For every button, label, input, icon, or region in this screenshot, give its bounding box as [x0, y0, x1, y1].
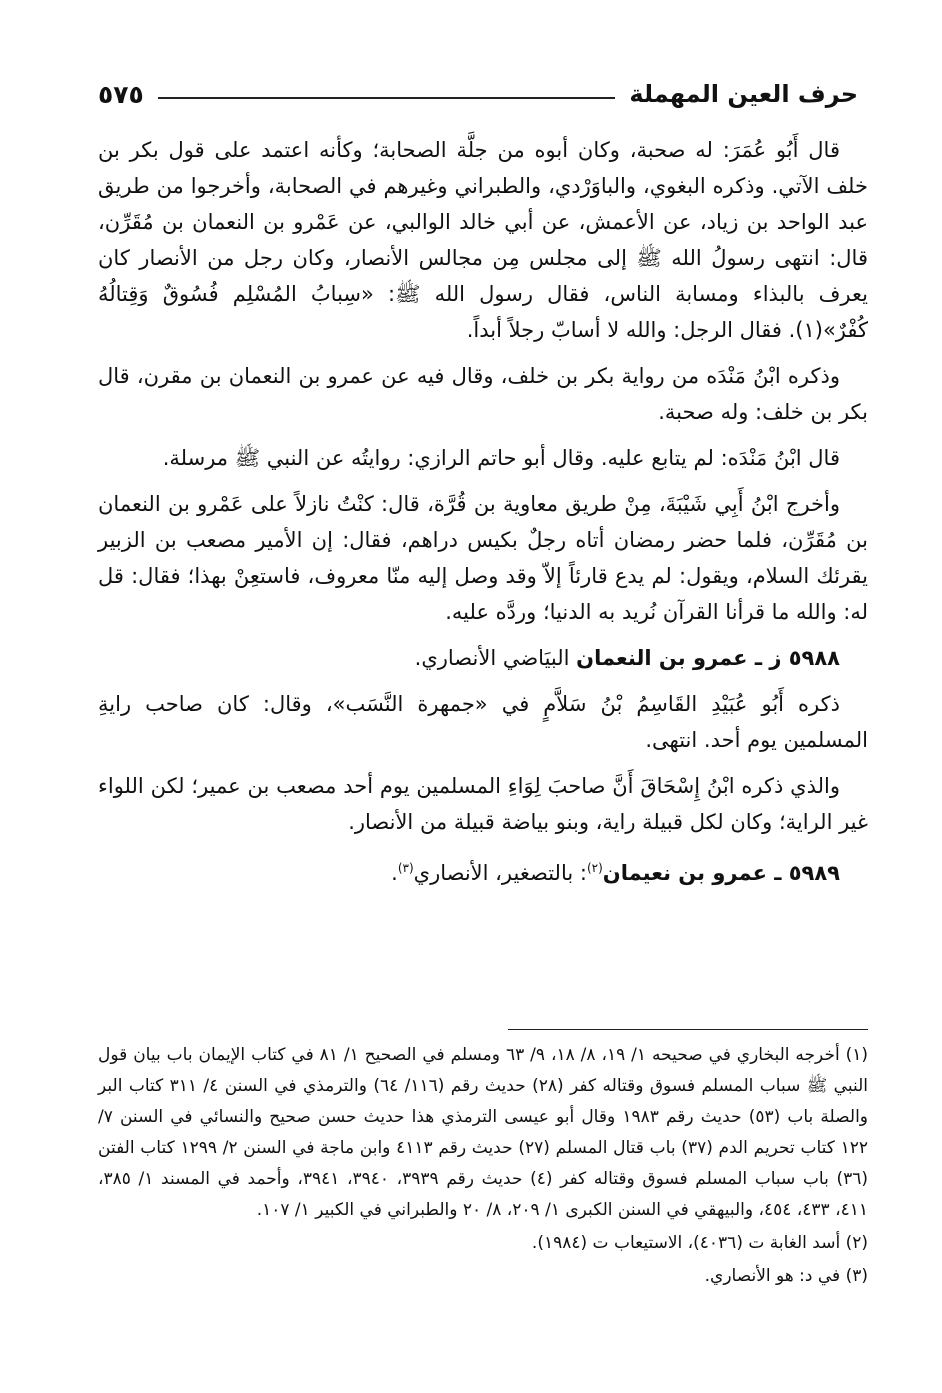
entry-5989-title: [98, 850, 868, 891]
paragraph-4: وأخرج ابْنُ أَبِي شَيْبَةَ، مِنْ طريق معاوية بن قُرَّة، قال: كنْتُ نازلاً على عَمْرو بن النعمان بن مُقَرِّن، فلما حضر رمضان أتاه رجلٌ بكيس دراهم، فقال: إن الأمير مصعب بن الزبير يقرئك السلام، ويقول: لم يدع قارئاً إلاّ وقد وصل إليه منّا معروف، فاستعِنْ بهذا؛ فقال: قل له: والله ما قرأنا القرآن نُريد به الدنيا؛ وردَّه عليه.: [98, 492, 868, 624]
entry-5989-end: .: [391, 861, 398, 885]
footnote-1: (١) أخرجه البخاري في صحيحه ١/ ١٩، ٨/ ١٨، ٩/ ٦٣ ومسلم في الصحيح ١/ ٨١ في كتاب الإيمان باب بيان قول النبي ﷺ سباب المسلم فسوق وقتاله كفر (٢٨) حديث رقم (١١٦/ ٦٤) والترمذي في السنن ٤/ ٣١١ كتاب البر والصلة باب (٥٣) حديث رقم ١٩٨٣ وقال أبو عيسى الترمذي هذا حديث حسن صحيح والنسائي في السنن ٧/ ١٢٢ كتاب تحريم الدم (٣٧) باب قتال المسلم (٢٧) حديث رقم ٤١١٣ وابن ماجة في السنن ٢/ ١٢٩٩ كتاب الفتن (٣٦) باب سباب المسلم فسوق وقتاله كفر (٤) حديث رقم ٣٩٣٩، ٣٩٤٠، ٣٩٤١، وأحمد في المسند ١/ ٣٨٥، ٤١١، ٤٣٣، ٤٥٤، والبيهقي في السنن الكبرى ١/ ٢٠٩، ٨/ ٢٠ والطبراني في الكبير ١/ ١٠٧.: [98, 1045, 869, 1220]
page-number: ٥٧٥: [98, 79, 144, 109]
footnote-3: (٣) في د: هو الأنصاري.: [704, 1266, 868, 1286]
footnote-ref-2: (٢): [586, 861, 603, 875]
footnote-2: (٢) أسد الغابة ت (٤٠٣٦)، الاستيعاب ت (١٩٨٤).: [531, 1233, 868, 1253]
entry-5989-head: ٥٩٨٩ ـ عمرو بن نعيمان: [602, 861, 840, 885]
paragraph-3: قال ابْنُ مَنْدَه: لم يتابع عليه. وقال أبو حاتم الرازي: روايتُه عن النبي ﷺ مرسلة.: [162, 446, 840, 470]
page-header: [98, 76, 858, 112]
header-rule: [158, 97, 616, 99]
entry-5988-paragraph-2: والذي ذكره ابْنُ إِسْحَاقَ أَنَّ صاحبَ لِوَاءِ المسلمين يوم أحد مصعب بن عمير؛ لكن اللواء غير الراية؛ وكان لكل قبيلة راية، وبنو بياضة قبيلة من الأنصار.: [98, 774, 868, 834]
entry-5988-head: ٥٩٨٨ ز ـ عمرو بن النعمان: [576, 646, 840, 670]
paragraph-1: قال أَبُو عُمَرَ: له صحبة، وكان أبوه من جلَّة الصحابة؛ وكأنه اعتمد على قول بكر بن خلف الآتي. وذكره البغوي، والباوَرْدي، والطبراني وغيرهم في الصحابة، وأخرجوا من طريق عبد الواحد بن زياد، عن الأعمش، عن أبي خالد الوالبي، عن عَمْرو بن النعمان بن مُقَرِّن، قال: انتهى رسولُ الله ﷺ إلى مجلس مِن مجالس الأنصار، وكان رجل من الأنصار كان يعرف بالبذاء ومسابة الناس، فقال رسول الله ﷺ: «سِبابُ المُسْلِم فُسُوقٌ وَقِتالُهُ كُفْرٌ»(١). فقال الرجل: والله لا أسابّ رجلاً أبداً.: [98, 138, 868, 342]
footnotes: [98, 1040, 868, 1294]
entry-5989-middle: : بالتصغير، الأنصاري: [413, 861, 587, 885]
entry-5988-title: [98, 640, 868, 676]
paragraph-2: وذكره ابْنُ مَنْدَه من رواية بكر بن خلف، وقال فيه عن عمرو بن النعمان بن مقرن، قال بكر بن خلف: وله صحبة.: [98, 364, 868, 424]
entry-5988-rest: البيَاضي الأنصاري.: [414, 646, 577, 670]
footnote-separator: [508, 1029, 868, 1030]
footnote-ref-3: (٣): [397, 861, 414, 875]
entry-5988-paragraph-1: ذكره أَبُو عُبَيْدِ القَاسِمُ بْنُ سَلاَّمٍ في «جمهرة النَّسَب»، وقال: كان صاحب رايةِ المسلمين يوم أحد. انتهى.: [98, 692, 868, 752]
main-text: [98, 132, 868, 901]
chapter-title: حرف العين المهملة: [629, 80, 858, 108]
